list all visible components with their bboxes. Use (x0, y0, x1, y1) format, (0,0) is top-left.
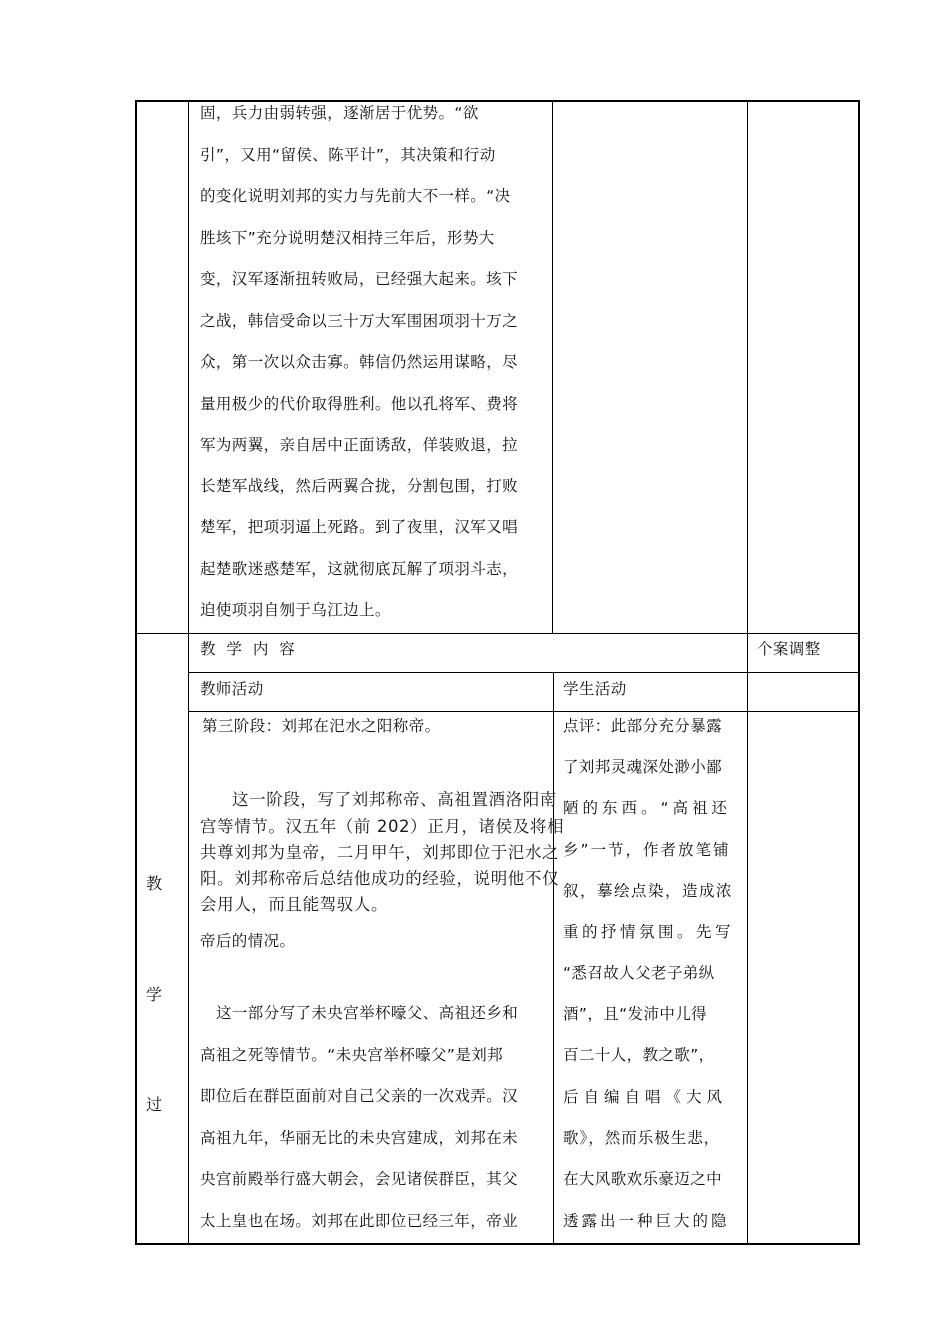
adjust-header: 个案调整 (757, 640, 821, 658)
text-line: 固，兵力由弱转强，逐渐居于优势。“欲 (200, 104, 479, 122)
text-line: 高祖之死等情节。“未央宫举杯嚎父”是刘邦 (200, 1046, 504, 1064)
side-label-char: 过 (146, 1095, 163, 1114)
text-line: 这一部分写了未央宫举杯嚎父、高祖还乡和 (216, 1004, 519, 1022)
text-line: 乡”一节，作者放笔铺 (563, 841, 731, 859)
text-line: 百二十人，教之歌”， (563, 1046, 715, 1064)
text-line: 歌》，然而乐极生悲， (563, 1129, 721, 1147)
row-divider-header (188, 672, 860, 673)
row-divider-subheader (188, 711, 860, 712)
text-line: 长楚军战线，然后两翼合拢，分割包围，打败 (200, 477, 519, 495)
text-line: “悉召故人父老子弟纵 (563, 964, 715, 982)
side-label-char: 教 (146, 874, 163, 893)
table-border-top (135, 100, 860, 102)
text-line: 引”，又用“留侯、陈平计”，其决策和行动 (200, 146, 496, 164)
content-header: 教 学 内 容 (200, 640, 298, 658)
text-line: 了刘邦灵魂深处渺小鄙 (563, 758, 723, 776)
text-line: 变，汉军逐渐扭转败局，已经强大起来。垓下 (200, 270, 519, 288)
text-line: 陋的东西。“高祖还 (563, 799, 732, 817)
text-line: 高祖九年，华丽无比的未央宫建成，刘邦在未 (200, 1129, 519, 1147)
text-line: 起楚歌迷惑楚军，这就彻底瓦解了项羽斗志， (200, 560, 519, 578)
student-activity-header: 学生活动 (563, 680, 627, 698)
side-label-char: 学 (146, 985, 163, 1004)
text-line: 迫使项羽自刎于乌江边上。 (200, 601, 391, 619)
text-line: 央宫前殿举行盛大朝会，会见诸侯群臣，其父 (200, 1170, 519, 1188)
text-line: 之战，韩信受命以三十万大军围困项羽十万之 (200, 312, 519, 330)
text-line: 重的抒情氛围。先写 (563, 923, 735, 941)
text-line: 叙，摹绘点染，造成浓 (563, 882, 734, 900)
text-line: 即位后在群臣面前对自己父亲的一次戏弄。汉 (200, 1087, 519, 1105)
bold-line: 共尊刘邦为皇帝，二月甲午，刘邦即位于汜水之 (200, 843, 560, 862)
table-border-left (135, 100, 137, 1245)
column-divider-student-top (552, 100, 553, 633)
text-line: 的变化说明刘邦的实力与先前大不一样。“决 (200, 187, 511, 205)
row-divider-section (135, 633, 860, 634)
bold-line: 这一阶段，写了刘邦称帝、高祖置酒洛阳南 (232, 790, 557, 809)
text-line: 楚军，把项羽逼上死路。到了夜里，汉军又唱 (200, 518, 519, 536)
column-divider-student-bottom (553, 672, 554, 1245)
text-line: 军为两翼，亲自居中正面诱敌，佯装败退，拉 (200, 436, 519, 454)
teacher-activity-header: 教师活动 (200, 680, 264, 698)
text-line: 后自编自唱《大风 (563, 1088, 728, 1106)
text-line: 众，第一次以众击寡。韩信仍然运用谋略，尽 (200, 353, 519, 371)
text-line: 酒”，且“发沛中儿得 (563, 1005, 708, 1023)
bold-line: 阳。刘邦称帝后总结他成功的经验，说明他不仅 (200, 869, 560, 888)
text-line: 太上皇也在场。刘邦在此即位已经三年，帝业 (200, 1212, 519, 1230)
table-border-bottom (135, 1243, 860, 1245)
stage-title: 第三阶段：刘邦在汜水之阳称帝。 (202, 717, 441, 735)
text-line: 透露出一种巨大的隐 (563, 1212, 730, 1230)
text-line: 胜垓下”充分说明楚汉相持三年后，形势大 (200, 229, 495, 247)
text-line: 帝后的情况。 (200, 932, 296, 950)
bold-line: 会用人，而且能驾驭人。 (200, 895, 389, 914)
bold-line: 宫等情节。汉五年（前 202）正月，诸侯及将相 (200, 817, 565, 836)
text-line: 在大风歌欢乐豪迈之中 (563, 1170, 723, 1188)
text-line: 量用极少的代价取得胜利。他以孔将军、费将 (200, 395, 519, 413)
text-line: 点评：此部分充分暴露 (563, 717, 723, 735)
